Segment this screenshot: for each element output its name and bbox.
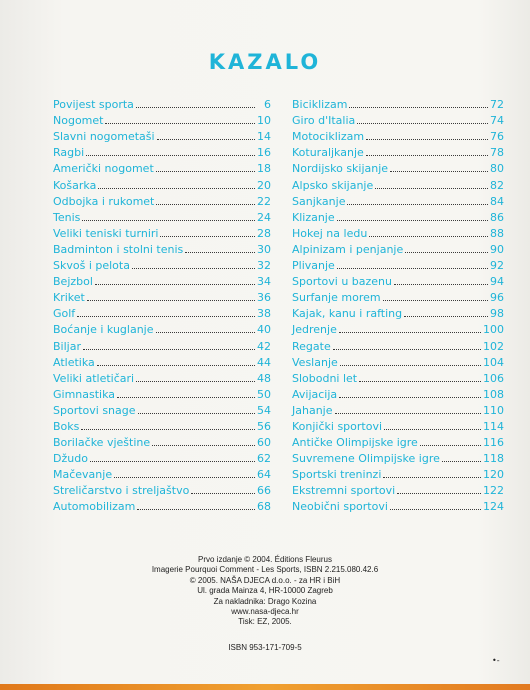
toc-entry-title: Američki nogomet — [53, 162, 154, 176]
toc-leader-dots — [347, 204, 488, 205]
toc-entry-page: 48 — [257, 371, 271, 385]
toc-entry-page: 100 — [483, 323, 504, 337]
toc-entry-title: Konjički sportovi — [292, 419, 383, 433]
toc-entry-title: Motociklizam — [292, 130, 365, 144]
toc-leader-dots — [405, 252, 488, 253]
toc-entry-title: Gimnastika — [53, 387, 116, 401]
toc-entry — [53, 224, 271, 240]
toc-leader-dots — [117, 397, 255, 398]
toc-entry-title: Ekstremni sportovi — [292, 484, 396, 498]
toc-entry-page: 62 — [257, 452, 271, 466]
toc-entry — [53, 192, 271, 208]
toc-leader-dots — [339, 332, 481, 333]
toc-leader-dots — [156, 204, 255, 205]
toc-entry-page: 30 — [257, 242, 271, 256]
toc-leader-dots — [87, 300, 255, 301]
toc-entry-title: Giro d'Italia — [292, 114, 356, 128]
toc-leader-dots — [83, 349, 255, 350]
toc-entry-title: Slavni nogometaši — [53, 130, 155, 144]
toc-entry-title: Bejzbol — [53, 275, 93, 289]
toc-leader-dots — [90, 461, 255, 462]
toc-entry — [53, 304, 271, 320]
toc-entry — [292, 111, 504, 127]
toc-entry-page: 88 — [490, 226, 504, 240]
toc-entry-title: Sportovi u bazenu — [292, 275, 392, 289]
toc-entry-title: Surfanje morem — [292, 291, 381, 305]
toc-entry-page: 56 — [257, 419, 271, 433]
toc-entry-page: 122 — [483, 484, 504, 498]
toc-entry-title: Streličarstvo i streljaštvo — [53, 484, 190, 498]
toc-entry — [292, 272, 504, 288]
toc-leader-dots — [390, 171, 488, 172]
toc-entry — [292, 256, 504, 272]
imprint-line: Imagerie Pourquoi Comment - Les Sports, ISBN 2.215.080.42.6 — [151, 565, 379, 575]
toc-entry-page: 66 — [257, 484, 271, 498]
toc-column-right — [292, 95, 504, 513]
toc-leader-dots — [394, 284, 488, 285]
toc-entry-page: 40 — [257, 323, 271, 337]
toc-column-left — [53, 95, 271, 513]
toc-entry — [292, 401, 504, 417]
corner-mark: •- — [492, 656, 500, 665]
toc-entry — [292, 417, 504, 433]
bottom-color-strip — [0, 684, 530, 690]
toc-entry-page: 10 — [257, 114, 271, 128]
toc-entry-page: 24 — [257, 210, 271, 224]
toc-entry-page: 78 — [490, 146, 504, 160]
toc-entry — [53, 288, 271, 304]
toc-leader-dots — [86, 155, 255, 156]
toc-leader-dots — [337, 268, 488, 269]
toc-leader-dots — [335, 413, 482, 414]
toc-entry — [292, 95, 504, 111]
toc-entry-page: 102 — [483, 339, 504, 353]
toc-entry — [292, 224, 504, 240]
toc-leader-dots — [191, 493, 255, 494]
toc-entry — [292, 336, 504, 352]
toc-entry — [292, 465, 504, 481]
imprint-line: www.nasa-djeca.hr — [231, 607, 299, 617]
toc-leader-dots — [114, 477, 255, 478]
toc-leader-dots — [375, 188, 488, 189]
toc-entry-title: Plivanje — [292, 259, 335, 273]
toc-entry-title: Avijacija — [292, 387, 338, 401]
toc-entry-title: Alpsko skijanje — [292, 178, 374, 192]
toc-entry-title: Jahanje — [292, 403, 333, 417]
toc-entry — [292, 320, 504, 336]
toc-leader-dots — [81, 429, 255, 430]
isbn: ISBN 953-171-709-5 — [228, 643, 302, 652]
toc-leader-dots — [137, 509, 255, 510]
toc-entry-title: Veliki atletičari — [53, 371, 135, 385]
toc-entry-page: 50 — [257, 387, 271, 401]
toc-leader-dots — [349, 107, 488, 108]
toc-leader-dots — [337, 220, 488, 221]
toc-entry-title: Jedrenje — [292, 323, 337, 337]
toc-leader-dots — [442, 461, 481, 462]
toc-leader-dots — [97, 365, 255, 366]
toc-entry-title: Veliki teniski turniri — [53, 226, 159, 240]
toc-entry — [53, 272, 271, 288]
toc-entry-page: 18 — [257, 162, 271, 176]
toc-entry-page: 124 — [483, 500, 504, 514]
toc-entry-title: Badminton i stolni tenis — [53, 242, 184, 256]
toc-entry — [292, 143, 504, 159]
toc-entry-page: 72 — [490, 98, 504, 112]
toc-leader-dots — [132, 268, 255, 269]
toc-entry — [292, 497, 504, 513]
toc-entry-title: Golf — [53, 307, 76, 321]
toc-entry-page: 118 — [483, 452, 504, 466]
toc-leader-dots — [397, 493, 481, 494]
toc-entry-title: Klizanje — [292, 210, 335, 224]
toc-entry-title: Biljar — [53, 339, 81, 353]
toc-entry — [292, 240, 504, 256]
toc-entry-page: 80 — [490, 162, 504, 176]
toc-entry-page: 104 — [483, 355, 504, 369]
toc-entry — [53, 481, 271, 497]
toc-entry — [53, 433, 271, 449]
toc-entry — [292, 433, 504, 449]
toc-entry-page: 54 — [257, 403, 271, 417]
toc-leader-dots — [95, 284, 255, 285]
toc-entry-title: Kajak, kanu i rafting — [292, 307, 403, 321]
toc-entry — [53, 256, 271, 272]
toc-entry-title: Regate — [292, 339, 331, 353]
toc-entry-title: Antičke Olimpijske igre — [292, 436, 418, 450]
toc-entry — [53, 353, 271, 369]
toc-entry — [292, 449, 504, 465]
toc-entry — [292, 353, 504, 369]
toc-leader-dots — [156, 332, 256, 333]
page-title: KAZALO — [208, 50, 322, 74]
toc-leader-dots — [156, 171, 255, 172]
toc-entry-title: Nogomet — [53, 114, 104, 128]
imprint-line: Tisk: EZ, 2005. — [238, 617, 292, 627]
toc-leader-dots — [152, 445, 255, 446]
toc-leader-dots — [185, 252, 255, 253]
toc-leader-dots — [333, 349, 481, 350]
toc-leader-dots — [136, 107, 255, 108]
toc-entry-page: 60 — [257, 436, 271, 450]
toc-entry — [53, 465, 271, 481]
toc-entry-title: Džudo — [53, 452, 88, 466]
toc-entry-title: Boks — [53, 419, 80, 433]
toc-entry-page: 98 — [490, 307, 504, 321]
toc-entry-page: 86 — [490, 210, 504, 224]
toc-entry — [53, 240, 271, 256]
toc-entry-title: Biciklizam — [292, 98, 348, 112]
toc-entry — [53, 127, 271, 143]
toc-entry-title: Sportski treninzi — [292, 468, 382, 482]
imprint-line: © 2005. NAŠA DJECA d.o.o. - za HR i BiH — [189, 575, 341, 585]
toc-entry-title: Atletika — [53, 355, 95, 369]
toc-leader-dots — [138, 413, 255, 414]
toc-entry-title: Skvoš i pelota — [53, 259, 130, 273]
toc-entry — [292, 192, 504, 208]
toc-entry-page: 20 — [257, 178, 271, 192]
toc-entry — [292, 208, 504, 224]
toc-entry-title: Odbojka i rukomet — [53, 194, 155, 208]
imprint-line: Za nakladnika: Drago Kozina — [213, 596, 317, 606]
toc-leader-dots — [77, 316, 255, 317]
toc-entry-page: 16 — [257, 146, 271, 160]
toc-entry-page: 114 — [483, 419, 504, 433]
toc-leader-dots — [366, 155, 488, 156]
toc-entry — [53, 385, 271, 401]
toc-entry-title: Mačevanje — [53, 468, 113, 482]
toc-entry — [53, 159, 271, 175]
toc-entry — [53, 417, 271, 433]
toc-entry-title: Borilačke vještine — [53, 436, 151, 450]
toc-leader-dots — [357, 123, 488, 124]
toc-entry-page: 92 — [490, 259, 504, 273]
toc-entry-title: Alpinizam i penjanje — [292, 242, 404, 256]
toc-leader-dots — [157, 139, 255, 140]
toc-entry — [53, 208, 271, 224]
toc-entry-page: 96 — [490, 291, 504, 305]
toc-leader-dots — [98, 188, 255, 189]
toc-leader-dots — [339, 397, 481, 398]
toc-leader-dots — [160, 236, 255, 237]
toc-entry-page: 84 — [490, 194, 504, 208]
toc-entry — [292, 481, 504, 497]
toc-entry — [292, 385, 504, 401]
toc-leader-dots — [390, 509, 481, 510]
toc-leader-dots — [369, 236, 488, 237]
toc-leader-dots — [359, 381, 481, 382]
toc-entry-page: 22 — [257, 194, 271, 208]
toc-entry-page: 116 — [483, 436, 504, 450]
toc-entry-title: Suvremene Olimpijske igre — [292, 452, 440, 466]
imprint-block — [0, 555, 530, 628]
toc-entry-page: 74 — [490, 114, 504, 128]
toc-leader-dots — [136, 381, 255, 382]
toc-entry-page: 82 — [490, 178, 504, 192]
toc-entry — [53, 111, 271, 127]
toc-entry-title: Neobični sportovi — [292, 500, 388, 514]
toc-entry-title: Sportovi snage — [53, 403, 136, 417]
toc-entry — [53, 449, 271, 465]
toc-entry — [292, 304, 504, 320]
toc-entry-title: Povijest sporta — [53, 98, 134, 112]
toc-entry-page: 44 — [257, 355, 271, 369]
toc-entry-title: Slobodni let — [292, 371, 358, 385]
toc-entry-title: Hokej na ledu — [292, 226, 368, 240]
toc-entry — [53, 369, 271, 385]
toc-leader-dots — [420, 445, 481, 446]
toc-entry-title: Nordijsko skijanje — [292, 162, 389, 176]
toc-entry-title: Automobilizam — [53, 500, 136, 514]
toc-entry — [53, 401, 271, 417]
toc-entry — [53, 336, 271, 352]
toc-entry-page: 38 — [257, 307, 271, 321]
toc-entry — [292, 369, 504, 385]
toc-entry — [292, 159, 504, 175]
toc-entry-page: 32 — [257, 259, 271, 273]
toc-entry-page: 68 — [257, 500, 271, 514]
toc-entry — [292, 175, 504, 191]
toc-entry-page: 108 — [483, 387, 504, 401]
toc-entry-page: 110 — [483, 403, 504, 417]
toc-entry-title: Koturaljkanje — [292, 146, 364, 160]
toc-entry — [53, 320, 271, 336]
toc-entry-title: Sanjkanje — [292, 194, 346, 208]
imprint-line: Ul. grada Mainza 4, HR-10000 Zagreb — [197, 586, 333, 596]
toc-entry-page: 90 — [490, 242, 504, 256]
toc-entry-title: Tenis — [53, 210, 81, 224]
toc-entry — [53, 497, 271, 513]
toc-entry — [53, 175, 271, 191]
imprint-line: Prvo izdanje © 2004. Éditions Fleurus — [198, 555, 332, 564]
toc-entry-page: 106 — [483, 371, 504, 385]
toc-leader-dots — [105, 123, 255, 124]
toc-entry-title: Košarka — [53, 178, 97, 192]
toc-entry-page: 94 — [490, 275, 504, 289]
toc-entry-page: 34 — [257, 275, 271, 289]
toc-entry-title: Ragbi — [53, 146, 85, 160]
toc-leader-dots — [384, 429, 481, 430]
toc-leader-dots — [366, 139, 488, 140]
toc-entry — [53, 95, 271, 111]
toc-entry-page: 36 — [257, 291, 271, 305]
toc-entry-page: 76 — [490, 130, 504, 144]
toc-entry-page: 42 — [257, 339, 271, 353]
toc-leader-dots — [404, 316, 488, 317]
toc-entry-title: Boćanje i kuglanje — [53, 323, 154, 337]
toc-entry-page: 120 — [483, 468, 504, 482]
toc-leader-dots — [383, 300, 488, 301]
toc-entry-page: 14 — [257, 130, 271, 144]
toc-entry-title: Kriket — [53, 291, 85, 305]
toc-entry-page: 6 — [264, 98, 271, 112]
toc-entry — [292, 288, 504, 304]
toc-leader-dots — [383, 477, 481, 478]
toc-entry — [292, 127, 504, 143]
toc-leader-dots — [340, 365, 481, 366]
toc-leader-dots — [82, 220, 255, 221]
toc-entry-page: 28 — [257, 226, 271, 240]
toc-entry — [53, 143, 271, 159]
toc-entry-page: 64 — [257, 468, 271, 482]
toc-entry-title: Veslanje — [292, 355, 338, 369]
